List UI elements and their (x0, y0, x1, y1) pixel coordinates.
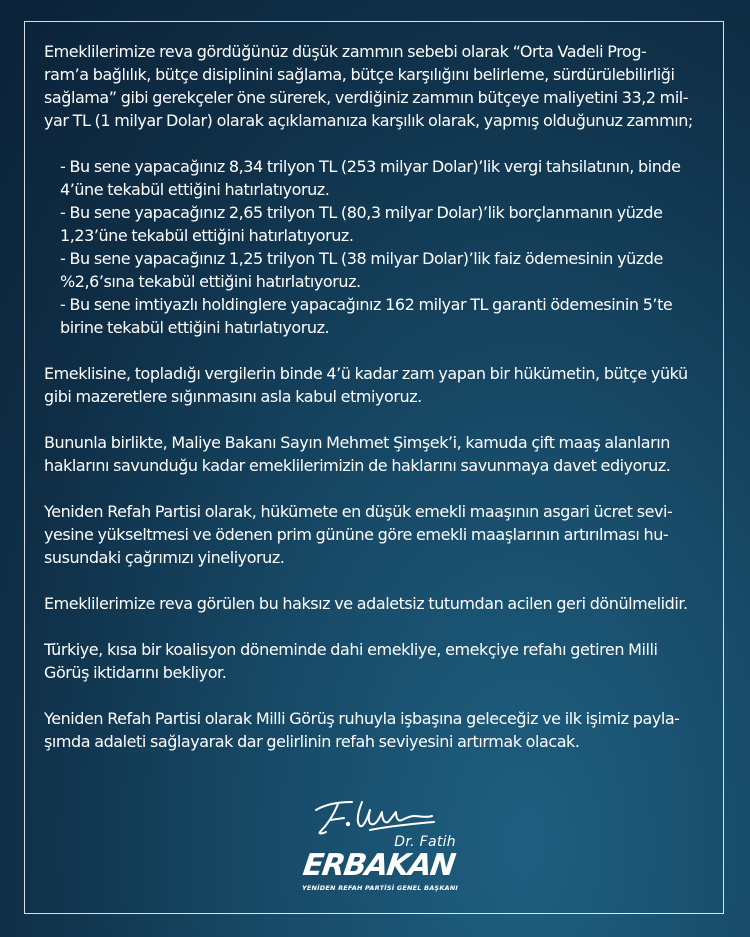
letter-body (44, 40, 712, 776)
handwritten-signature (310, 796, 440, 838)
paragraph-closing: Yeniden Refah Partisi olarak Milli Görüş ruhuyla işbaşına geleceğiz ve ilk işimiz payla- şımda adaleti sağlayarak dar gelirlinin refah seviyesini artırmak olacak. (44, 709, 680, 751)
bullet-item: - Bu sene imtiyazlı holdinglere yapacağınız 162 milyar TL garanti ödemesinin 5’te birine tekabül ettiğini hatırlatıyoruz. (60, 295, 673, 337)
signature-title: Dr. Fatih (394, 834, 456, 850)
signature-name: ERBAKAN (300, 848, 457, 883)
bullet-item: - Bu sene yapacağınız 2,65 trilyon TL (80,3 milyar Dolar)’lik borçlanmanın yüzde 1,23’üne tekabül ettiğini hatırlatıyoruz. (60, 203, 663, 245)
signature-block (296, 796, 466, 896)
paragraph-demand: Yeniden Refah Partisi olarak, hükümete en düşük emekli maaşının asgari ücret sevi- yesine yükseltmesi ve ödenen prim gününe göre emekli maaşlarının artırılması hu- susundaki çağrımızı yineliyoruz. (44, 502, 673, 567)
signature-role: YENİDEN REFAH PARTİSİ GENEL BAŞKANI (301, 884, 459, 892)
paragraph-tax: Emeklisine, topladığı vergilerin binde 4’ü kadar zam yapan bir hükümetin, bütçe yükü gibi mazeretlere sığınmasını asla kabul etmiyoruz. (44, 364, 688, 406)
paragraph-reverse: Emeklilerimize reva görülen bu haksız ve adaletsiz tutumdan acilen geri dönülmelidir. (44, 594, 688, 613)
bullet-item: - Bu sene yapacağınız 8,34 trilyon TL (253 milyar Dolar)’lik vergi tahsilatının, binde 4’üne tekabül ettiğini hatırlatıyoruz. (60, 157, 681, 199)
paragraph-intro: Emeklilerimize reva gördüğünüz düşük zammın sebebi olarak “Orta Vadeli Prog- ram’a bağlılık, bütçe disiplinini sağlama, bütçe karşılığını belirleme, sürdürülebilirliği sağlama” gibi gerekçeler öne sürerek, verdiğiniz zammın bütçeye maliyetini 33,2 mil- yar TL (1 milyar Dolar) olarak açıklamanıza karşılık olarak, yapmış olduğunuz zammın; (44, 42, 693, 130)
paragraph-minister: Bununla birlikte, Maliye Bakanı Sayın Mehmet Şimşek’i, kamuda çift maaş alanların haklarını savunduğu kadar emeklilerimizin de haklarını savunmaya davet ediyoruz. (44, 433, 671, 475)
bullet-item: - Bu sene yapacağınız 1,25 trilyon TL (38 milyar Dolar)’lik faiz ödemesinin yüzde %2,6’sına tekabül ettiğini hatırlatıyoruz. (60, 249, 663, 291)
bullet-list (60, 155, 712, 339)
paragraph-expectation: Türkiye, kısa bir koalisyon döneminde dahi emekliye, emekçiye refahı getiren Milli Görüş iktidarını bekliyor. (44, 640, 658, 682)
